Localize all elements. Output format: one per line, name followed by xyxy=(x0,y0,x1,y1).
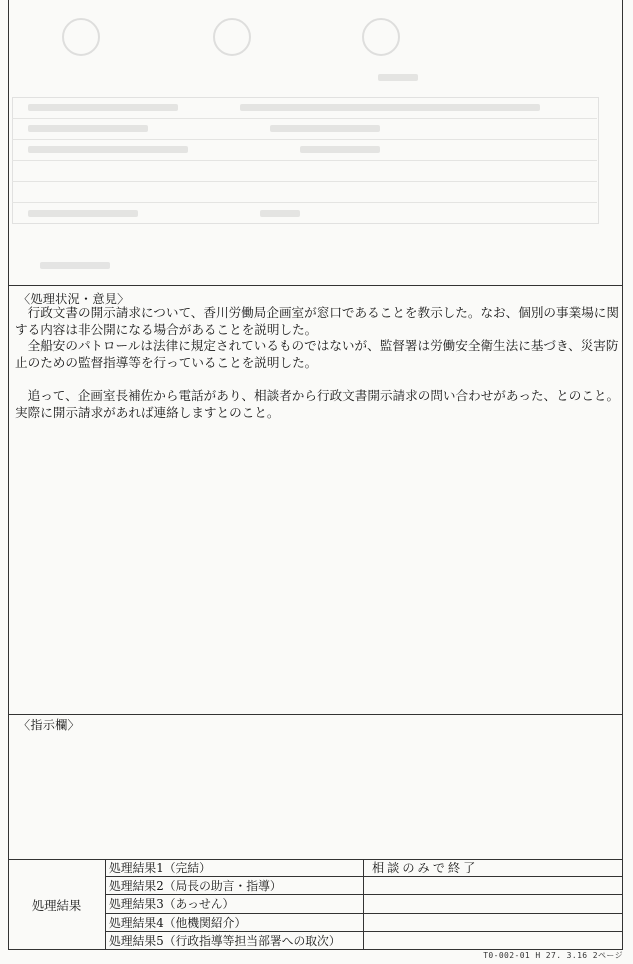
result-label: 処理結果5（行政指導等担当部署への取次） xyxy=(106,932,364,950)
result-label: 処理結果2（局長の助言・指導） xyxy=(106,877,364,894)
section-divider xyxy=(8,285,623,286)
result-row xyxy=(106,914,623,932)
result-label: 処理結果1（完結） xyxy=(106,859,364,876)
result-label: 処理結果4（他機関紹介） xyxy=(106,914,364,931)
result-value xyxy=(364,877,623,894)
status-paragraph: 全船安のパトロールは法律に規定されているものではないが、監督署は労働安全衛生法に基づき、災害防止のための監督指導等を行っていることを説明した。 xyxy=(15,338,619,370)
status-paragraph: 追って、企画室長補佐から電話があり、相談者から行政文書開示請求の問い合わせがあった、とのこと。実際に開示請求があれば連絡しますとのこと。 xyxy=(15,387,620,420)
result-row xyxy=(106,877,623,895)
form-frame xyxy=(8,0,623,950)
result-header: 処理結果 xyxy=(8,859,106,950)
result-row xyxy=(106,859,623,877)
status-body xyxy=(15,305,621,421)
result-label: 処理結果3（あっせん） xyxy=(106,895,364,912)
status-paragraph: 行政文書の開示請求について、香川労働局企画室が窓口であることを教示した。なお、個別の事業場に関する内容は非公開になる場合があることを説明した。 xyxy=(15,305,619,337)
status-section-label: 〈処理状況・意見〉 xyxy=(18,292,130,306)
result-row xyxy=(106,895,623,913)
result-table xyxy=(106,859,623,950)
result-row xyxy=(106,932,623,950)
form-footer-code: T0-002-01 H 27. 3.16 2ページ xyxy=(483,951,623,960)
result-value xyxy=(364,895,623,912)
instruction-section-label: 〈指示欄〉 xyxy=(18,718,80,732)
result-value xyxy=(364,914,623,931)
result-value: 相談のみで終了 xyxy=(372,861,479,875)
result-value xyxy=(364,932,623,950)
section-divider xyxy=(8,714,623,715)
